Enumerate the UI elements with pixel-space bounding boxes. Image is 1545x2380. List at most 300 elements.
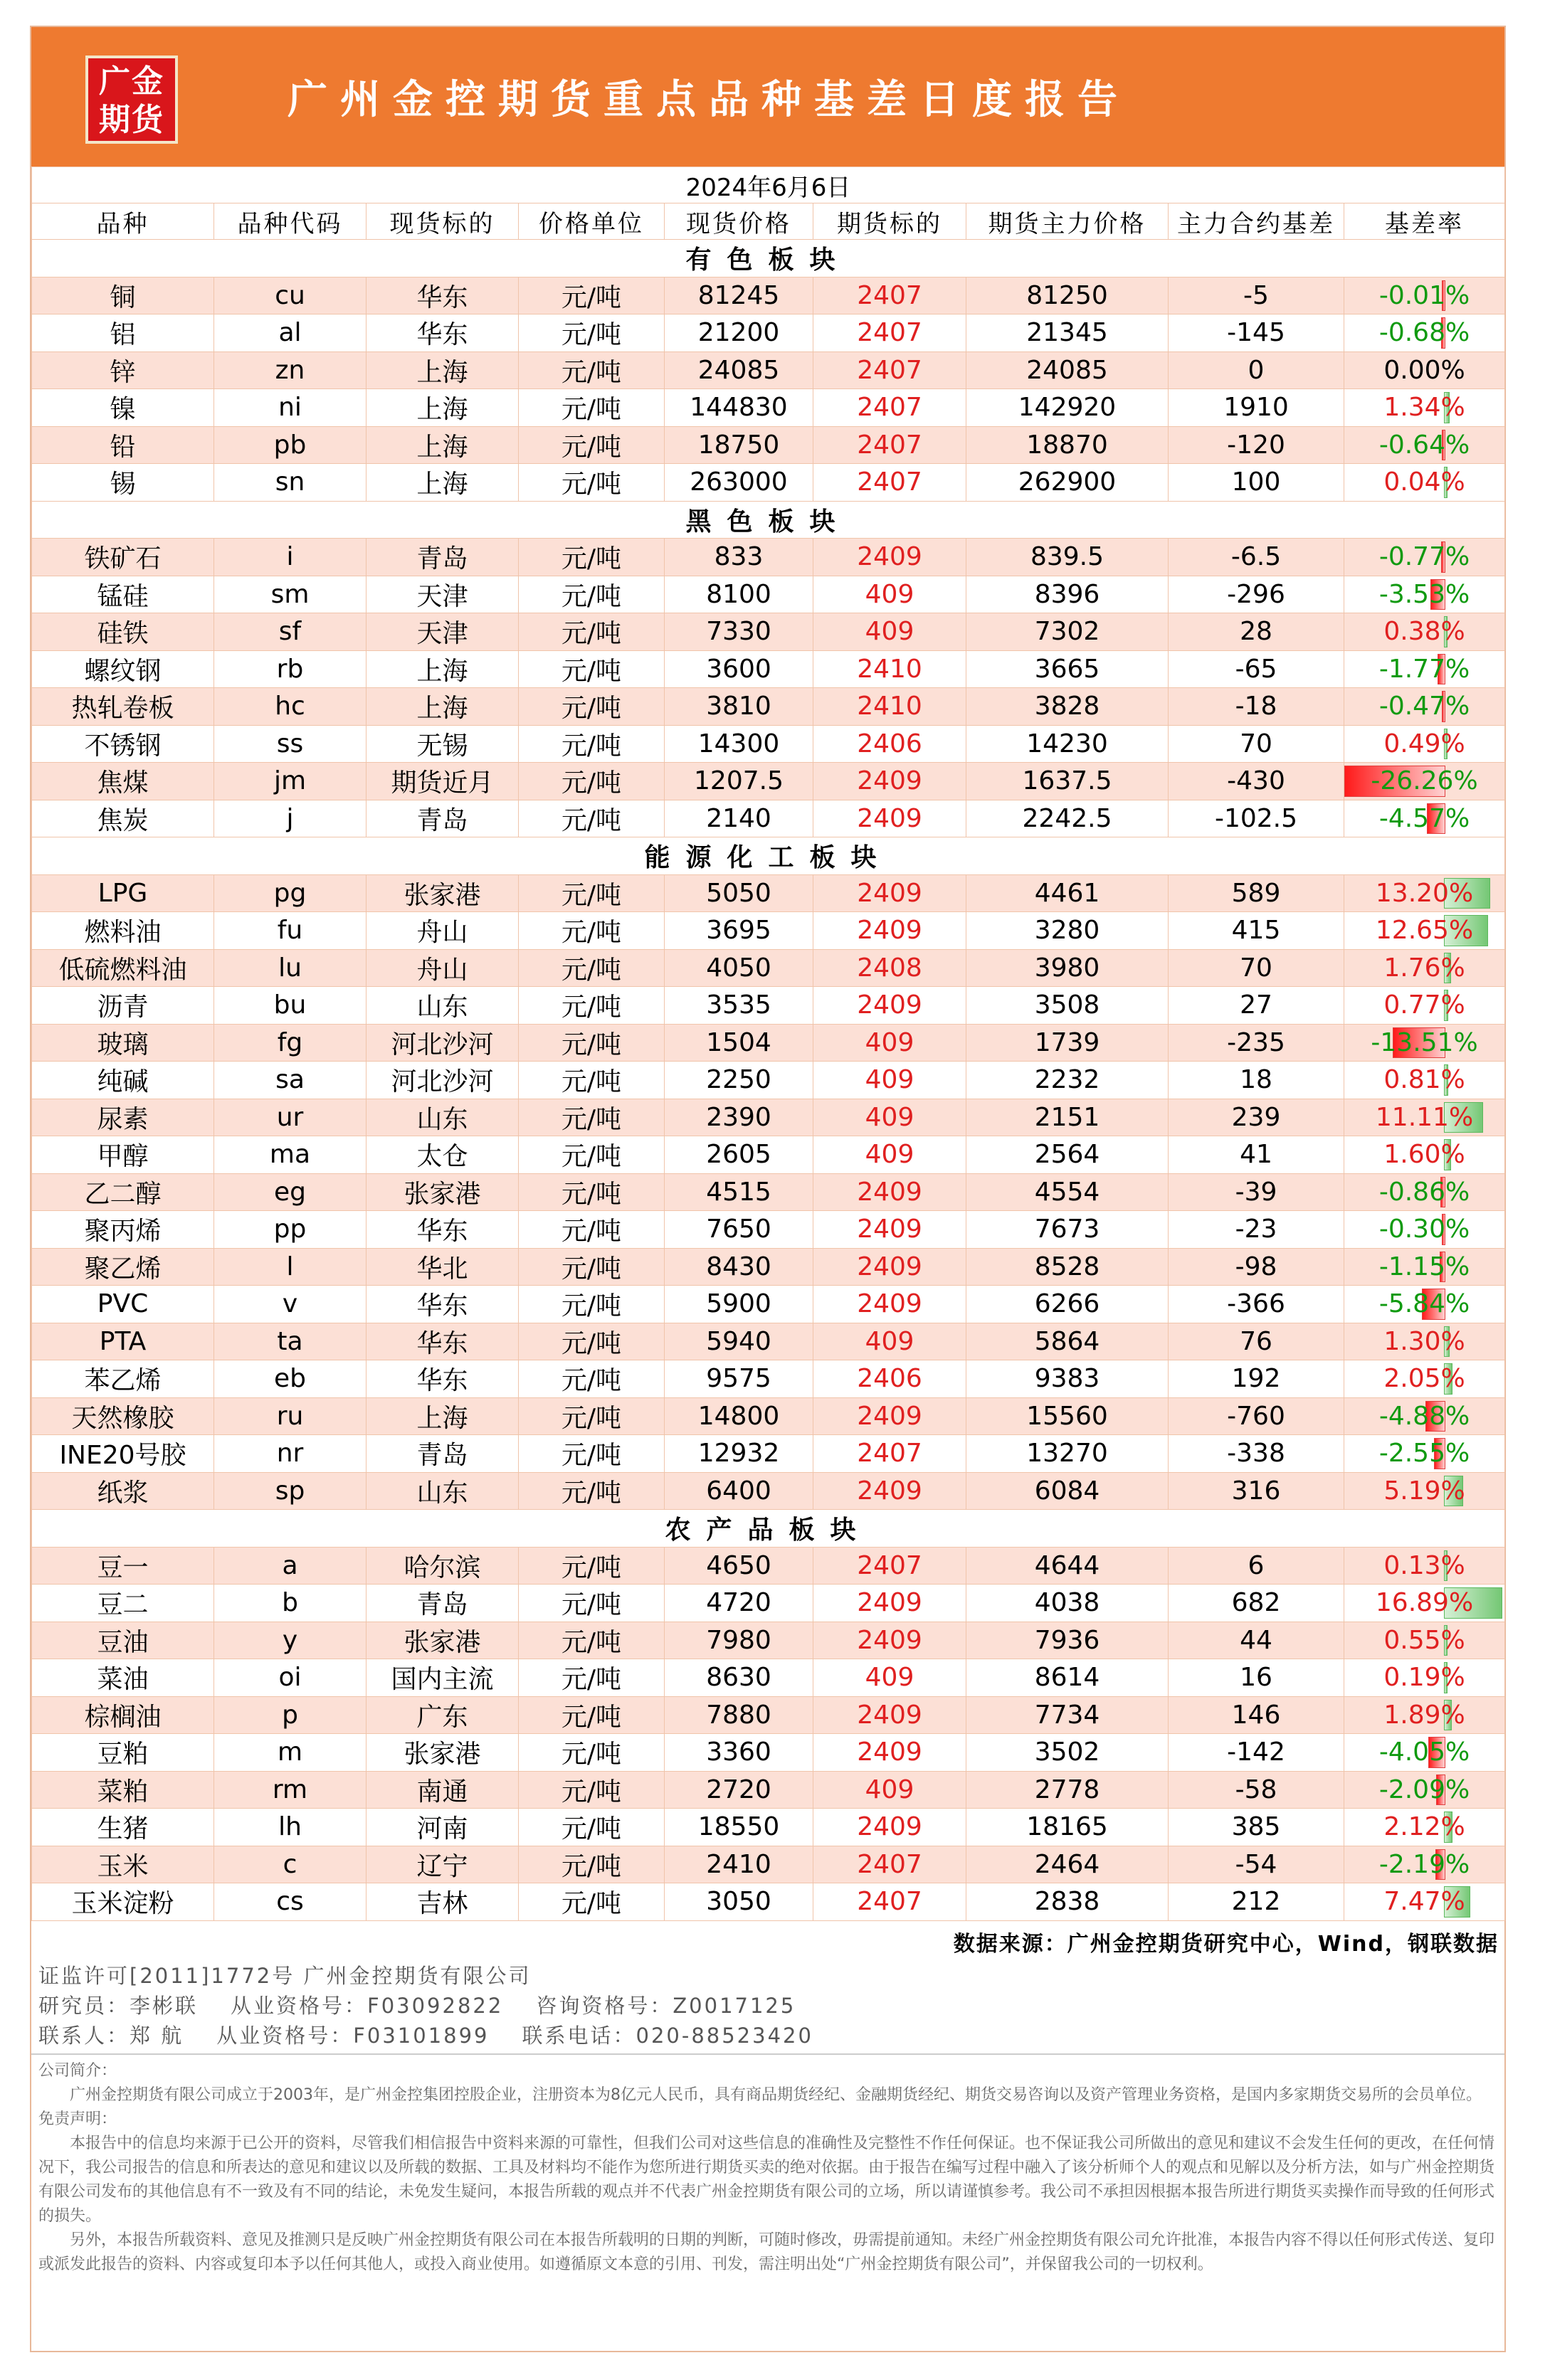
spot-location: 青岛: [367, 1585, 519, 1622]
spot-location: 天津: [367, 613, 519, 651]
basis-rate: [1344, 1659, 1505, 1697]
futures-price: 3980: [966, 949, 1169, 987]
legal-notes: [31, 2053, 1504, 2277]
table-row: [32, 576, 1505, 613]
table-row: [32, 613, 1505, 651]
futures-contract: 2409: [813, 1622, 966, 1659]
price-unit: 元/吨: [519, 763, 665, 800]
spot-location: 上海: [367, 389, 519, 427]
basis-rate-value: 1.76%: [1383, 953, 1465, 983]
futures-price: 18165: [966, 1809, 1169, 1846]
product-name: 棕榈油: [32, 1696, 214, 1734]
product-code: pg: [214, 874, 367, 912]
basis-rate: [1344, 539, 1505, 576]
product-code: ta: [214, 1323, 367, 1360]
basis-rate: [1344, 1809, 1505, 1846]
product-name: 铁矿石: [32, 539, 214, 576]
price-unit: 元/吨: [519, 277, 665, 314]
product-name: 镍: [32, 389, 214, 427]
product-name: 不锈钢: [32, 725, 214, 763]
table-row: [32, 1472, 1505, 1510]
price-unit: 元/吨: [519, 613, 665, 651]
product-code: ni: [214, 389, 367, 427]
futures-contract: 409: [813, 1136, 966, 1174]
product-name: 低硫燃料油: [32, 949, 214, 987]
product-name: PTA: [32, 1323, 214, 1360]
spot-price: 263000: [665, 464, 813, 502]
table-row: [32, 1734, 1505, 1772]
table-row: [32, 1696, 1505, 1734]
table-row: [32, 1846, 1505, 1883]
product-name: PVC: [32, 1286, 214, 1323]
table-row: [32, 1585, 1505, 1622]
table-row: [32, 1771, 1505, 1809]
basis-rate-value: -26.26%: [1371, 766, 1478, 796]
product-code: m: [214, 1734, 367, 1772]
futures-price: 7673: [966, 1211, 1169, 1249]
main-basis: -120: [1169, 426, 1344, 464]
table-row: [32, 1809, 1505, 1846]
table-row: [32, 874, 1505, 912]
basis-rate: [1344, 576, 1505, 613]
basis-rate: [1344, 277, 1505, 314]
futures-contract: 409: [813, 1024, 966, 1062]
product-code: b: [214, 1585, 367, 1622]
column-header: 品种代码: [214, 203, 367, 240]
product-name: 菜油: [32, 1659, 214, 1697]
main-basis: 385: [1169, 1809, 1344, 1846]
futures-price: 21345: [966, 314, 1169, 352]
basis-rate: [1344, 1696, 1505, 1734]
basis-rate: [1344, 987, 1505, 1025]
spot-location: 华东: [367, 1323, 519, 1360]
product-code: fg: [214, 1024, 367, 1062]
futures-contract: 2409: [813, 1397, 966, 1435]
price-unit: 元/吨: [519, 314, 665, 352]
price-unit: 元/吨: [519, 1883, 665, 1921]
product-name: 豆一: [32, 1547, 214, 1585]
spot-price: 14800: [665, 1397, 813, 1435]
report-banner: [31, 27, 1504, 166]
price-unit: 元/吨: [519, 1360, 665, 1398]
basis-rate-value: -0.47%: [1378, 692, 1470, 721]
product-code: hc: [214, 688, 367, 726]
basis-rate-value: -5.84%: [1378, 1289, 1470, 1319]
table-row: [32, 1286, 1505, 1323]
product-code: cu: [214, 277, 367, 314]
product-name: 生猪: [32, 1809, 214, 1846]
price-unit: 元/吨: [519, 1099, 665, 1136]
price-unit: 元/吨: [519, 1846, 665, 1883]
futures-contract: 2407: [813, 389, 966, 427]
price-unit: 元/吨: [519, 1547, 665, 1585]
spot-location: 张家港: [367, 1173, 519, 1211]
basis-rate-value: 0.49%: [1383, 729, 1465, 758]
spot-location: 青岛: [367, 539, 519, 576]
spot-price: 3695: [665, 912, 813, 950]
spot-price: 4720: [665, 1585, 813, 1622]
main-basis: 589: [1169, 874, 1344, 912]
product-name: 螺纹钢: [32, 650, 214, 688]
spot-location: 哈尔滨: [367, 1547, 519, 1585]
basis-rate-value: 0.77%: [1383, 990, 1465, 1020]
product-name: INE20号胶: [32, 1435, 214, 1473]
basis-rate: [1344, 1622, 1505, 1659]
product-name: 锌: [32, 351, 214, 389]
futures-price: 15560: [966, 1397, 1169, 1435]
futures-contract: 2409: [813, 539, 966, 576]
product-code: eb: [214, 1360, 367, 1398]
table-row: [32, 351, 1505, 389]
futures-contract: 2409: [813, 1472, 966, 1510]
futures-price: 7936: [966, 1622, 1169, 1659]
price-unit: 元/吨: [519, 539, 665, 576]
futures-contract: 2407: [813, 1547, 966, 1585]
product-code: lu: [214, 949, 367, 987]
futures-contract: 409: [813, 613, 966, 651]
futures-price: 18870: [966, 426, 1169, 464]
spot-price: 18750: [665, 426, 813, 464]
basis-rate: [1344, 1472, 1505, 1510]
main-basis: -366: [1169, 1286, 1344, 1323]
basis-rate-value: 2.12%: [1383, 1812, 1465, 1842]
spot-location: 南通: [367, 1771, 519, 1809]
price-unit: 元/吨: [519, 1136, 665, 1174]
spot-location: 上海: [367, 426, 519, 464]
main-basis: 100: [1169, 464, 1344, 502]
futures-contract: 2409: [813, 1173, 966, 1211]
basis-rate-value: 5.19%: [1383, 1476, 1465, 1506]
main-basis: -65: [1169, 650, 1344, 688]
table-row: [32, 987, 1505, 1025]
product-name: 铝: [32, 314, 214, 352]
contact-line: [38, 2021, 846, 2051]
contact-phone: 联系电话：020-88523420: [522, 2024, 813, 2048]
product-name: 聚丙烯: [32, 1211, 214, 1249]
researcher-line: [38, 1991, 846, 2021]
product-code: sf: [214, 613, 367, 651]
futures-price: 4554: [966, 1173, 1169, 1211]
spot-price: 7330: [665, 613, 813, 651]
table-row: [32, 1360, 1505, 1398]
spot-price: 3050: [665, 1883, 813, 1921]
product-name: 纸浆: [32, 1472, 214, 1510]
futures-contract: 2407: [813, 351, 966, 389]
table-row: [32, 1883, 1505, 1921]
price-unit: 元/吨: [519, 912, 665, 950]
futures-contract: 2409: [813, 763, 966, 800]
product-code: pb: [214, 426, 367, 464]
company-intro: 广州金控期货有限公司成立于2003年，是广州金控集团控股企业，注册资本为8亿元人民币，具有商品期货经纪、金融期货经纪、期货交易咨询以及资产管理业务资格，是国内多家期货交易所的会员单位。: [70, 2086, 1482, 2104]
product-name: 硅铁: [32, 613, 214, 651]
basis-rate-value: 1.60%: [1383, 1140, 1465, 1170]
basis-rate-value: -1.15%: [1378, 1252, 1470, 1281]
column-header: 基差率: [1344, 203, 1505, 240]
spot-price: 2140: [665, 800, 813, 837]
table-row: [32, 1435, 1505, 1473]
main-basis: -430: [1169, 763, 1344, 800]
basis-rate: [1344, 688, 1505, 726]
basis-rate-value: -4.57%: [1378, 803, 1470, 833]
main-basis: 239: [1169, 1099, 1344, 1136]
basis-rate: [1344, 1024, 1505, 1062]
price-unit: 元/吨: [519, 1248, 665, 1286]
section-header-row: [32, 501, 1505, 539]
product-code: p: [214, 1696, 367, 1734]
product-code: rm: [214, 1771, 367, 1809]
column-header: 期货主力价格: [966, 203, 1169, 240]
futures-price: 3280: [966, 912, 1169, 950]
section-header-row: [32, 1510, 1505, 1548]
basis-rate-value: 13.20%: [1375, 878, 1474, 908]
basis-rate-value: -0.86%: [1378, 1177, 1470, 1207]
basis-rate-value: 0.81%: [1383, 1065, 1465, 1095]
basis-rate-value: 1.34%: [1383, 393, 1465, 423]
basis-rate: [1344, 1286, 1505, 1323]
basis-rate: [1344, 874, 1505, 912]
spot-price: 8100: [665, 576, 813, 613]
table-row: [32, 1099, 1505, 1136]
spot-price: 8430: [665, 1248, 813, 1286]
futures-price: 3828: [966, 688, 1169, 726]
spot-location: 华东: [367, 1360, 519, 1398]
futures-price: 2232: [966, 1062, 1169, 1099]
disclaimer-paragraph-1: 本报告中的信息均来源于已公开的资料，尽管我们相信报告中资料来源的可靠性，但我们公司对这些信息的准确性及完整性不作任何保证。也不保证我公司所做出的意见和建议不会发生任何的更改，在任何情况下，我公司报告的信息和所表达的意见和建议以及所载的数据、工具及材料均不能作为您所进行期货买卖的绝对依据。由于报告在编写过程中融入了该分析师个人的观点和见解以及分析方法，如与广州金控期货有限公司发布的其他信息有不一致及有不同的结论，未免发生疑问，本报告所载的观点并不代表广州金控期货有限公司的立场，所以请谨慎参考。我公司不承担因根据本报告所进行期货买卖操作而导致的任何形式的损失。: [38, 2135, 1495, 2225]
price-unit: 元/吨: [519, 874, 665, 912]
spot-location: 河南: [367, 1809, 519, 1846]
price-unit: 元/吨: [519, 1286, 665, 1323]
basis-rate-value: -13.51%: [1371, 1027, 1478, 1057]
table-row: [32, 1659, 1505, 1697]
basis-rate-value: 0.00%: [1383, 355, 1465, 385]
futures-contract: 2409: [813, 987, 966, 1025]
basis-rate-value: 0.55%: [1383, 1625, 1465, 1655]
futures-contract: 409: [813, 1771, 966, 1809]
product-code: oi: [214, 1659, 367, 1697]
price-unit: 元/吨: [519, 1734, 665, 1772]
price-unit: 元/吨: [519, 1435, 665, 1473]
price-unit: 元/吨: [519, 1024, 665, 1062]
spot-location: 华东: [367, 314, 519, 352]
product-name: 菜粕: [32, 1771, 214, 1809]
table-row: [32, 389, 1505, 427]
spot-price: 3360: [665, 1734, 813, 1772]
futures-price: 7734: [966, 1696, 1169, 1734]
futures-price: 6266: [966, 1286, 1169, 1323]
spot-price: 1207.5: [665, 763, 813, 800]
product-name: 玉米淀粉: [32, 1883, 214, 1921]
table-row: [32, 1173, 1505, 1211]
main-basis: 0: [1169, 351, 1344, 389]
product-code: ss: [214, 725, 367, 763]
main-basis: 27: [1169, 987, 1344, 1025]
basis-rate-value: -0.30%: [1378, 1215, 1470, 1244]
spot-price: 12932: [665, 1435, 813, 1473]
futures-price: 8396: [966, 576, 1169, 613]
column-header: 期货标的: [813, 203, 966, 240]
spot-location: 上海: [367, 464, 519, 502]
company-logo: [85, 55, 178, 144]
main-basis: 28: [1169, 613, 1344, 651]
main-basis: -102.5: [1169, 800, 1344, 837]
spot-price: 5050: [665, 874, 813, 912]
product-code: c: [214, 1846, 367, 1883]
price-unit: 元/吨: [519, 725, 665, 763]
table-row: [32, 314, 1505, 352]
futures-price: 2151: [966, 1099, 1169, 1136]
basis-rate-value: -0.01%: [1378, 280, 1470, 310]
spot-price: 18550: [665, 1809, 813, 1846]
main-basis: 316: [1169, 1472, 1344, 1510]
table-row: [32, 725, 1505, 763]
spot-location: 国内主流: [367, 1659, 519, 1697]
basis-rate-value: -3.53%: [1378, 579, 1470, 609]
spot-location: 河北沙河: [367, 1062, 519, 1099]
spot-price: 9575: [665, 1360, 813, 1398]
basis-rate-value: -1.77%: [1378, 654, 1470, 684]
main-basis: -54: [1169, 1846, 1344, 1883]
basis-rate: [1344, 1547, 1505, 1585]
product-code: lh: [214, 1809, 367, 1846]
contact-qualification: 从业资格号：F03101899: [216, 2024, 490, 2048]
futures-contract: 2409: [813, 912, 966, 950]
main-basis: 70: [1169, 949, 1344, 987]
futures-contract: 2407: [813, 464, 966, 502]
product-code: ru: [214, 1397, 367, 1435]
spot-price: 2605: [665, 1136, 813, 1174]
basis-rate: [1344, 1211, 1505, 1249]
price-unit: 元/吨: [519, 1062, 665, 1099]
disclaimer-paragraph-2: 另外，本报告所载资料、意见及推测只是反映广州金控期货有限公司在本报告所载明的日期的判断，可随时修改，毋需提前通知。未经广州金控期货有限公司允许批准，本报告内容不得以任何形式传送、复印或派发此报告的资料、内容或复印本予以任何其他人，或投入商业使用。如遵循原文本意的引用、刊发，需注明出处“广州金控期货有限公司”，并保留我公司的一切权利。: [38, 2231, 1495, 2273]
basis-rate: [1344, 1136, 1505, 1174]
basis-rate: [1344, 1883, 1505, 1921]
product-name: 豆粕: [32, 1734, 214, 1772]
spot-location: 舟山: [367, 912, 519, 950]
futures-price: 142920: [966, 389, 1169, 427]
futures-price: 14230: [966, 725, 1169, 763]
main-basis: 146: [1169, 1696, 1344, 1734]
product-name: 天然橡胶: [32, 1397, 214, 1435]
main-basis: -58: [1169, 1771, 1344, 1809]
price-unit: 元/吨: [519, 800, 665, 837]
table-row: [32, 949, 1505, 987]
product-code: sp: [214, 1472, 367, 1510]
futures-price: 13270: [966, 1435, 1169, 1473]
futures-contract: 2407: [813, 426, 966, 464]
futures-contract: 2409: [813, 874, 966, 912]
futures-price: 839.5: [966, 539, 1169, 576]
basis-rate: [1344, 389, 1505, 427]
spot-location: 吉林: [367, 1883, 519, 1921]
price-unit: 元/吨: [519, 1472, 665, 1510]
price-unit: 元/吨: [519, 949, 665, 987]
basis-rate: [1344, 1585, 1505, 1622]
main-basis: -296: [1169, 576, 1344, 613]
product-name: 苯乙烯: [32, 1360, 214, 1398]
column-header: 品种: [32, 203, 214, 240]
spot-price: 6400: [665, 1472, 813, 1510]
spot-price: 7980: [665, 1622, 813, 1659]
table-row: [32, 464, 1505, 502]
spot-location: 太仓: [367, 1136, 519, 1174]
price-unit: 元/吨: [519, 389, 665, 427]
spot-location: 华东: [367, 1211, 519, 1249]
basis-rate-value: 0.19%: [1383, 1663, 1465, 1693]
futures-price: 4461: [966, 874, 1169, 912]
logo-line-1: 广金: [99, 63, 164, 100]
product-code: al: [214, 314, 367, 352]
main-basis: -338: [1169, 1435, 1344, 1473]
futures-contract: 2407: [813, 1435, 966, 1473]
spot-price: 1504: [665, 1024, 813, 1062]
table-row: [32, 688, 1505, 726]
basis-rate: [1344, 1734, 1505, 1772]
product-code: sa: [214, 1062, 367, 1099]
futures-price: 81250: [966, 277, 1169, 314]
basis-rate-value: 12.65%: [1375, 916, 1474, 946]
main-basis: 415: [1169, 912, 1344, 950]
column-header: 价格单位: [519, 203, 665, 240]
price-unit: 元/吨: [519, 1696, 665, 1734]
product-name: 热轧卷板: [32, 688, 214, 726]
spot-location: 天津: [367, 576, 519, 613]
futures-contract: 2407: [813, 1883, 966, 1921]
column-header-row: [32, 203, 1505, 240]
basis-rate-value: -0.64%: [1378, 430, 1470, 460]
futures-contract: 2409: [813, 1211, 966, 1249]
product-code: i: [214, 539, 367, 576]
table-row: [32, 800, 1505, 837]
product-name: 沥青: [32, 987, 214, 1025]
futures-price: 6084: [966, 1472, 1169, 1510]
main-basis: 6: [1169, 1547, 1344, 1585]
spot-location: 青岛: [367, 1435, 519, 1473]
futures-price: 7302: [966, 613, 1169, 651]
spot-price: 4050: [665, 949, 813, 987]
spot-location: 青岛: [367, 800, 519, 837]
disclaimer-title: 免责声明：: [38, 2110, 117, 2128]
basis-rate-value: 0.38%: [1383, 617, 1465, 647]
spot-location: 辽宁: [367, 1846, 519, 1883]
basis-rate-value: -0.68%: [1378, 318, 1470, 348]
main-basis: -39: [1169, 1173, 1344, 1211]
researcher-name: 研究员：李彬联: [38, 1994, 199, 2018]
footer-info: [38, 1961, 846, 2051]
company-intro-title: 公司简介：: [38, 2062, 117, 2080]
spot-location: 华北: [367, 1248, 519, 1286]
price-unit: 元/吨: [519, 1585, 665, 1622]
main-basis: -235: [1169, 1024, 1344, 1062]
product-name: 铅: [32, 426, 214, 464]
spot-price: 2410: [665, 1846, 813, 1883]
main-basis: 70: [1169, 725, 1344, 763]
spot-price: 8630: [665, 1659, 813, 1697]
product-code: jm: [214, 763, 367, 800]
basis-rate: [1344, 1846, 1505, 1883]
column-header: 主力合约基差: [1169, 203, 1344, 240]
section-title: 黑色板块: [32, 501, 1505, 539]
basis-rate: [1344, 1397, 1505, 1435]
basis-rate: [1344, 613, 1505, 651]
price-unit: 元/吨: [519, 1323, 665, 1360]
price-unit: 元/吨: [519, 1173, 665, 1211]
futures-price: 9383: [966, 1360, 1169, 1398]
product-code: sn: [214, 464, 367, 502]
table-row: [32, 1547, 1505, 1585]
spot-location: 华东: [367, 1286, 519, 1323]
price-unit: 元/吨: [519, 1211, 665, 1249]
price-unit: 元/吨: [519, 576, 665, 613]
